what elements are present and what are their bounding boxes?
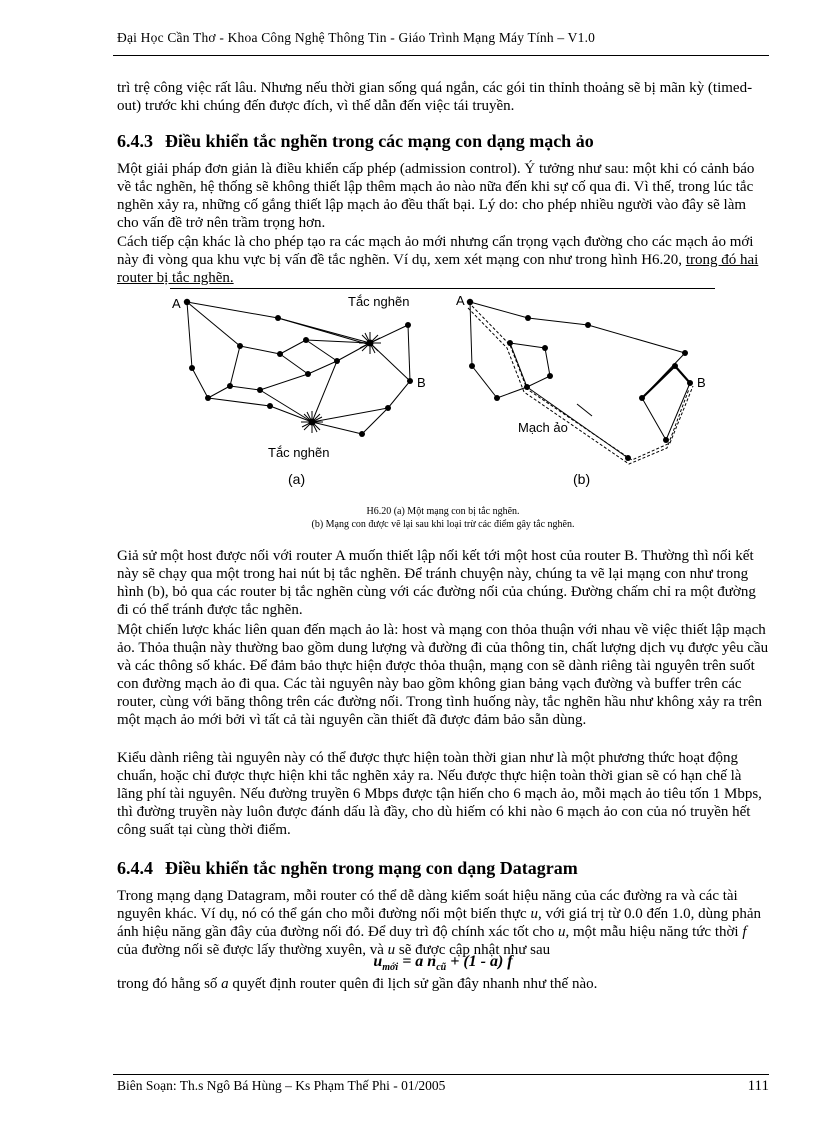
router-node bbox=[672, 363, 678, 369]
router-node bbox=[639, 395, 645, 401]
section-heading-6-4-3 bbox=[117, 131, 769, 152]
router-node bbox=[367, 340, 374, 347]
paragraph-text: Trong mạng dạng Datagram, mỗi router có thể dễ dàng kiểm soát hiệu năng của các đường ra và các tài nguyên khác. Ví dụ, nó có thể gán cho mỗi đường nối một biến thực bbox=[117, 888, 738, 922]
sub-label-b: (b) bbox=[573, 471, 591, 487]
formula-subscript: mới bbox=[382, 962, 399, 974]
congestion-label-bottom: Tắc nghẽn bbox=[268, 445, 330, 460]
router-node bbox=[227, 383, 233, 389]
formula-part: + (1 - a) f bbox=[446, 953, 513, 970]
router-node bbox=[303, 337, 309, 343]
formula-part: = a n bbox=[398, 953, 437, 970]
variable-u: u bbox=[387, 942, 396, 958]
underlined-text: trong đó hai router bị tắc nghẽn. bbox=[117, 252, 759, 286]
virtual-circuit-path bbox=[468, 306, 693, 464]
router-node bbox=[275, 315, 281, 321]
figure-caption-line-1: H6.20 (a) Một mạng con bị tắc nghẽn. bbox=[366, 506, 520, 517]
section-heading-6-4-4 bbox=[117, 858, 769, 879]
paragraph-text: Cách tiếp cận khác là cho phép tạo ra các mạch ảo mới nhưng cẩn trọng vạch đường cho các mạch ảo mới này đi vòng qua khu vực bị vấn đề tắc nghẽn. Ví dụ, xem xét mạng con như trong hình H6.20, bbox=[117, 234, 754, 268]
figure-h6-20 bbox=[170, 288, 715, 488]
paragraph-datagram bbox=[117, 887, 769, 959]
router-node bbox=[524, 384, 530, 390]
paragraph-text: trong đó hằng số bbox=[117, 976, 222, 992]
router-node bbox=[585, 322, 591, 328]
router-node bbox=[547, 373, 553, 379]
subnet-a bbox=[187, 302, 410, 434]
variable-u: u bbox=[530, 906, 538, 922]
section-number: 6.4.4 bbox=[117, 858, 153, 878]
paragraph-text: , một mẫu hiệu năng tức thời bbox=[565, 924, 743, 940]
section-title: Điều khiển tắc nghẽn trong các mạng con dạng mạch ảo bbox=[165, 131, 594, 151]
router-node bbox=[625, 455, 631, 461]
section-title: Điều khiển tắc nghẽn trong mạng con dạng Datagram bbox=[165, 858, 578, 878]
bold-links-b bbox=[642, 366, 690, 398]
paragraph-full-time-reservation: Kiểu dành riêng tài nguyên này có thể được thực hiện toàn thời gian như là một phương thức hoạt động chuẩn, hoặc chỉ được thực hiện khi tắc nghẽn xảy ra. Nếu được thực hiện toàn thời gian sẽ có hạn chế là lãng phí tài nguyên. Nếu đường truyền 6 Mbps được tận hiến cho 6 mạch ảo, mỗi mạch ảo tiêu tốn 1 Mbps, thì đường truyền này luôn được đánh dấu là đầy, cho dù hiếm có khi nào 6 mạch ảo con của nó truyền hết công suất tại cùng thời điểm. bbox=[117, 750, 762, 838]
paragraph-text: sẽ được cập nhật như sau bbox=[395, 942, 551, 958]
label-A-a: A bbox=[172, 296, 181, 311]
router-node bbox=[237, 343, 243, 349]
label-A-b: A bbox=[456, 293, 465, 308]
update-formula bbox=[117, 953, 769, 973]
router-node bbox=[467, 299, 473, 305]
router-node bbox=[525, 315, 531, 321]
paragraph-text: của đường nối sẽ được lấy thường xuyên, và bbox=[117, 942, 388, 958]
router-node bbox=[334, 358, 340, 364]
router-node bbox=[469, 363, 475, 369]
label-B-b: B bbox=[697, 375, 706, 390]
router-node bbox=[687, 380, 693, 386]
paragraph-text: , với giá trị từ 0.0 đến 1.0, dùng phản ánh hiệu năng gần đây của đường nối đó. Để duy trì độ chính xác tốt cho bbox=[117, 906, 762, 940]
section-number: 6.4.3 bbox=[117, 131, 153, 151]
subnet-b bbox=[470, 302, 690, 458]
paragraph-intro: trì trệ công việc rất lâu. Nhưng nếu thời gian sống quá ngắn, các gói tin thỉnh thoảng sẽ bị mãn kỳ (timed-out) trước khi chúng đến được đích, vì thế dẫn đến việc tái truyền. bbox=[117, 80, 753, 114]
paragraph-constant-a bbox=[117, 975, 769, 993]
router-node bbox=[257, 387, 263, 393]
router-node bbox=[309, 419, 316, 426]
router-node bbox=[682, 350, 688, 356]
paragraph-admission-control: Một giải pháp đơn giản là điều khiển cấp phép (admission control). Ý tưởng như sau: một khi có cảnh báo về tắc nghẽn, hệ thống sẽ không thiết lập thêm mạch ảo nào nữa đến khi sự cố qua đi. Vì thế, trong lúc tắc nghẽn xảy ra, những cố gắng thiết lập mạch ảo đều thất bại. Lý do: cho phép nhiều người vào đây sẽ làm cho vấn đề trở nên trầm trọng hơn. bbox=[117, 161, 755, 231]
label-B-a: B bbox=[417, 375, 426, 390]
paragraph-host-example: Giả sử một host được nối với router A muốn thiết lập nối kết tới một host của router B. Thường thì nối kết này sẽ chạy qua một trong hai nút bị tắc nghẽn. Để tránh chuyện này, chúng ta vẽ lại mạng con như trong hình (b), bỏ qua các router bị tắc nghẽn cùng với các đường nối của chúng. Đường chấm chỉ ra một đường đi có thể tránh được tắc nghẽn. bbox=[117, 548, 756, 618]
router-node bbox=[494, 395, 500, 401]
formula-part: u bbox=[373, 953, 383, 970]
paragraph-routing-around bbox=[117, 233, 769, 287]
footer-rule bbox=[113, 1074, 769, 1075]
paragraph-resource-reservation: Một chiến lược khác liên quan đến mạch ảo là: host và mạng con thỏa thuận với nhau về việc thiết lập mạch ảo. Thỏa thuận này thường bao gồm dung lượng và đường đi của thông tin, chất lượng dịch vụ được yêu cầu và các thông số khác. Để đảm bảo thực hiện được thỏa thuận, mạng con sẽ dành riêng tài nguyên trên suốt con đường mạch ảo đi qua. Các tài nguyên này bao gồm không gian bảng vạch đường và buffer trên các router, cùng với băng thông trên các đường nối. Trong tình huống này, tắc nghẽn hầu như không xảy ra trên một mạch ảo mới bởi vì tất cả tài nguyên cần thiết đã được đảm bảo sẵn dùng. bbox=[117, 622, 769, 728]
router-node bbox=[305, 371, 311, 377]
router-node bbox=[267, 403, 273, 409]
router-node bbox=[405, 322, 411, 328]
router-node bbox=[663, 437, 669, 443]
router-node bbox=[277, 351, 283, 357]
router-node bbox=[407, 378, 413, 384]
page-number: 111 bbox=[747, 1078, 769, 1094]
router-node bbox=[205, 395, 211, 401]
router-node bbox=[385, 405, 391, 411]
virtual-circuit-pointer bbox=[577, 404, 592, 416]
router-node bbox=[189, 365, 195, 371]
header-rule bbox=[113, 55, 769, 56]
footer-author: Biên Soạn: Th.s Ngô Bá Hùng – Ks Phạm Thế Phi - 01/2005 bbox=[117, 1078, 446, 1093]
sub-label-a: (a) bbox=[288, 471, 306, 487]
router-node bbox=[507, 340, 513, 346]
formula-subscript: cũ bbox=[436, 962, 447, 974]
page-header: Đại Học Cần Thơ - Khoa Công Nghệ Thông Tin - Giáo Trình Mạng Máy Tính – V1.0 bbox=[117, 30, 596, 45]
router-node bbox=[542, 345, 548, 351]
congestion-label-top: Tắc nghẽn bbox=[348, 294, 410, 309]
router-node bbox=[184, 299, 190, 305]
variable-u: u bbox=[557, 924, 566, 940]
variable-f: f bbox=[742, 924, 747, 940]
paragraph-text: quyết định router quên đi lịch sử gần đây nhanh như thế nào. bbox=[228, 976, 598, 992]
figure-caption-line-2: (b) Mạng con được vẽ lại sau khi loại trừ các điểm gây tắc nghẽn. bbox=[311, 519, 575, 530]
virtual-circuit-label: Mạch ảo bbox=[518, 420, 568, 435]
router-node bbox=[359, 431, 365, 437]
routers-a bbox=[184, 299, 413, 437]
variable-a: a bbox=[221, 976, 229, 992]
